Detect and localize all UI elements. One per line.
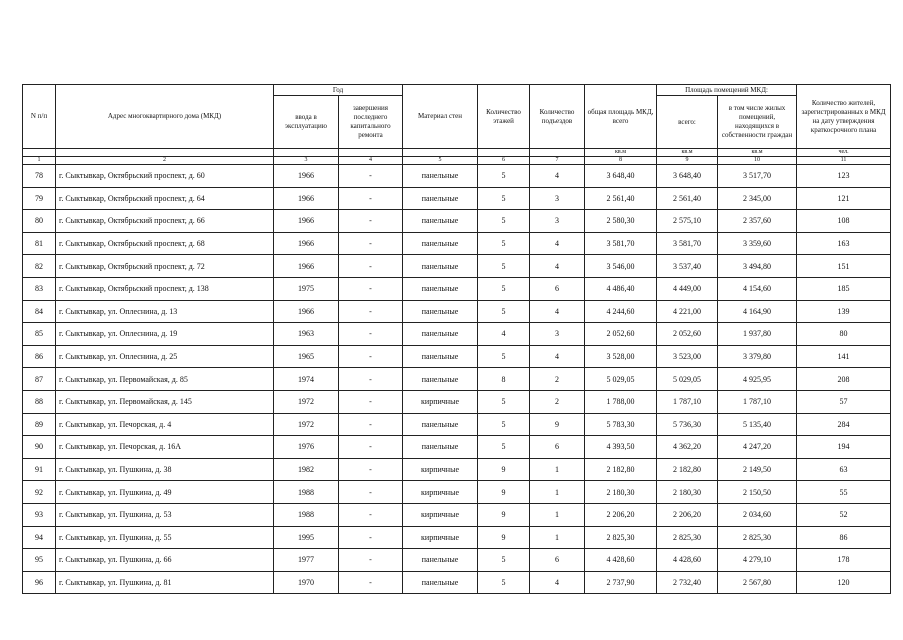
row-wall-material: кирпичные <box>403 503 478 526</box>
table-row <box>23 232 891 255</box>
table-row <box>23 390 891 413</box>
row-premises-citizens: 2 034,60 <box>718 503 797 526</box>
row-entrances: 4 <box>530 571 585 594</box>
row-premises-citizens: 5 135,40 <box>718 413 797 436</box>
row-wall-material: панельные <box>403 345 478 368</box>
row-entrances: 3 <box>530 210 585 233</box>
row-premises-citizens: 4 925,95 <box>718 368 797 391</box>
table-row <box>23 187 891 210</box>
table-row <box>23 503 891 526</box>
row-year-commission: 1995 <box>274 526 339 549</box>
row-total-area: 4 393,50 <box>585 436 657 459</box>
row-address: г. Сыктывкар, ул. Оплеснина, д. 13 <box>56 300 274 323</box>
table-row <box>23 345 891 368</box>
row-premises-citizens: 2 567,80 <box>718 571 797 594</box>
column-number: 10 <box>718 157 797 165</box>
row-premises-total: 5 736,30 <box>657 413 718 436</box>
row-address: г. Сыктывкар, ул. Первомайская, д. 145 <box>56 390 274 413</box>
column-number: 8 <box>585 157 657 165</box>
row-wall-material: кирпичные <box>403 526 478 549</box>
column-number: 4 <box>339 157 403 165</box>
row-year-commission: 1988 <box>274 503 339 526</box>
row-floors: 8 <box>478 368 530 391</box>
header-year-commission: ввода в эксплуатацию <box>274 96 339 149</box>
row-residents: 194 <box>797 436 891 459</box>
header-address: Адрес многоквартирного дома (МКД) <box>56 85 274 149</box>
column-number: 3 <box>274 157 339 165</box>
row-number: 85 <box>23 323 56 346</box>
row-year-repair: - <box>339 368 403 391</box>
row-floors: 5 <box>478 187 530 210</box>
row-year-repair: - <box>339 481 403 504</box>
row-premises-total: 2 561,40 <box>657 187 718 210</box>
row-address: г. Сыктывкар, ул. Печорская, д. 4 <box>56 413 274 436</box>
row-total-area: 2 825,30 <box>585 526 657 549</box>
row-floors: 9 <box>478 503 530 526</box>
row-floors: 9 <box>478 458 530 481</box>
row-residents: 151 <box>797 255 891 278</box>
header-premises-group: Площадь помещений МКД: <box>657 85 797 96</box>
row-total-area: 2 052,60 <box>585 323 657 346</box>
row-premises-citizens: 4 154,60 <box>718 277 797 300</box>
row-premises-citizens: 2 345,00 <box>718 187 797 210</box>
row-premises-citizens: 1 937,80 <box>718 323 797 346</box>
row-premises-citizens: 3 494,80 <box>718 255 797 278</box>
row-premises-citizens: 2 357,60 <box>718 210 797 233</box>
row-total-area: 5 783,30 <box>585 413 657 436</box>
row-residents: 284 <box>797 413 891 436</box>
row-residents: 185 <box>797 277 891 300</box>
row-year-commission: 1966 <box>274 255 339 278</box>
row-total-area: 3 528,00 <box>585 345 657 368</box>
row-number: 80 <box>23 210 56 233</box>
row-total-area: 4 244,60 <box>585 300 657 323</box>
table-row <box>23 571 891 594</box>
table-row <box>23 300 891 323</box>
header-entrances: Количество подъездов <box>530 85 585 149</box>
row-address: г. Сыктывкар, Октябрьский проспект, д. 138 <box>56 277 274 300</box>
header-year-repair: завершения последнего капитального ремонта <box>339 96 403 149</box>
table-row <box>23 255 891 278</box>
row-premises-citizens: 2 825,30 <box>718 526 797 549</box>
row-year-repair: - <box>339 277 403 300</box>
row-premises-total: 4 428,60 <box>657 549 718 572</box>
row-number: 95 <box>23 549 56 572</box>
row-entrances: 4 <box>530 255 585 278</box>
row-floors: 5 <box>478 232 530 255</box>
row-entrances: 2 <box>530 390 585 413</box>
row-wall-material: панельные <box>403 255 478 278</box>
row-wall-material: панельные <box>403 277 478 300</box>
header-wall-material: Материал стен <box>403 85 478 149</box>
row-wall-material: панельные <box>403 368 478 391</box>
row-floors: 9 <box>478 526 530 549</box>
row-wall-material: панельные <box>403 187 478 210</box>
row-wall-material: панельные <box>403 413 478 436</box>
row-total-area: 2 561,40 <box>585 187 657 210</box>
row-address: г. Сыктывкар, ул. Печорская, д. 16А <box>56 436 274 459</box>
row-number: 78 <box>23 165 56 188</box>
row-premises-total: 2 180,30 <box>657 481 718 504</box>
row-entrances: 2 <box>530 368 585 391</box>
table-row <box>23 526 891 549</box>
row-year-commission: 1970 <box>274 571 339 594</box>
row-number: 88 <box>23 390 56 413</box>
row-year-repair: - <box>339 390 403 413</box>
row-premises-total: 1 787,10 <box>657 390 718 413</box>
row-premises-total: 3 581,70 <box>657 232 718 255</box>
row-residents: 120 <box>797 571 891 594</box>
row-address: г. Сыктывкар, ул. Пушкина, д. 38 <box>56 458 274 481</box>
row-premises-total: 3 537,40 <box>657 255 718 278</box>
row-year-repair: - <box>339 210 403 233</box>
row-premises-citizens: 1 787,10 <box>718 390 797 413</box>
table-row <box>23 323 891 346</box>
row-wall-material: кирпичные <box>403 458 478 481</box>
row-year-commission: 1972 <box>274 413 339 436</box>
row-premises-citizens: 4 279,10 <box>718 549 797 572</box>
header-row-1 <box>23 85 891 96</box>
row-address: г. Сыктывкар, ул. Оплеснина, д. 19 <box>56 323 274 346</box>
row-number: 92 <box>23 481 56 504</box>
row-year-commission: 1974 <box>274 368 339 391</box>
row-year-repair: - <box>339 187 403 210</box>
unit-total-area: кв.м <box>585 149 657 157</box>
table-row <box>23 165 891 188</box>
row-premises-citizens: 2 150,50 <box>718 481 797 504</box>
row-wall-material: кирпичные <box>403 481 478 504</box>
row-floors: 5 <box>478 345 530 368</box>
row-year-repair: - <box>339 526 403 549</box>
row-premises-total: 2 732,40 <box>657 571 718 594</box>
row-total-area: 2 182,80 <box>585 458 657 481</box>
row-entrances: 4 <box>530 345 585 368</box>
row-residents: 63 <box>797 458 891 481</box>
row-wall-material: панельные <box>403 232 478 255</box>
row-address: г. Сыктывкар, Октябрьский проспект, д. 72 <box>56 255 274 278</box>
row-address: г. Сыктывкар, ул. Оплеснина, д. 25 <box>56 345 274 368</box>
row-wall-material: панельные <box>403 210 478 233</box>
row-year-repair: - <box>339 549 403 572</box>
housing-table <box>22 84 891 594</box>
row-premises-total: 5 029,05 <box>657 368 718 391</box>
row-number: 90 <box>23 436 56 459</box>
row-premises-citizens: 4 164,90 <box>718 300 797 323</box>
row-year-commission: 1965 <box>274 345 339 368</box>
row-number: 87 <box>23 368 56 391</box>
row-year-commission: 1966 <box>274 210 339 233</box>
row-number: 93 <box>23 503 56 526</box>
row-wall-material: панельные <box>403 323 478 346</box>
table-row <box>23 458 891 481</box>
header-premises-total: всего: <box>657 96 718 149</box>
row-number: 89 <box>23 413 56 436</box>
row-residents: 178 <box>797 549 891 572</box>
row-wall-material: кирпичные <box>403 390 478 413</box>
row-total-area: 2 206,20 <box>585 503 657 526</box>
header-residents: Количество жителей, зарегистрированных в МКД на дату утверждения краткосрочного плана <box>797 85 891 149</box>
row-year-commission: 1975 <box>274 277 339 300</box>
column-number: 6 <box>478 157 530 165</box>
row-number: 86 <box>23 345 56 368</box>
row-number: 82 <box>23 255 56 278</box>
row-floors: 5 <box>478 165 530 188</box>
row-total-area: 3 581,70 <box>585 232 657 255</box>
row-residents: 80 <box>797 323 891 346</box>
row-year-repair: - <box>339 436 403 459</box>
row-premises-citizens: 2 149,50 <box>718 458 797 481</box>
row-year-commission: 1966 <box>274 165 339 188</box>
row-premises-total: 2 575,10 <box>657 210 718 233</box>
row-year-commission: 1963 <box>274 323 339 346</box>
row-total-area: 2 737,90 <box>585 571 657 594</box>
row-premises-citizens: 3 379,80 <box>718 345 797 368</box>
row-total-area: 2 180,30 <box>585 481 657 504</box>
row-year-repair: - <box>339 323 403 346</box>
row-year-repair: - <box>339 300 403 323</box>
row-number: 79 <box>23 187 56 210</box>
row-total-area: 1 788,00 <box>585 390 657 413</box>
row-floors: 5 <box>478 277 530 300</box>
row-number: 94 <box>23 526 56 549</box>
row-total-area: 4 428,60 <box>585 549 657 572</box>
row-residents: 163 <box>797 232 891 255</box>
row-year-commission: 1972 <box>274 390 339 413</box>
row-total-area: 5 029,05 <box>585 368 657 391</box>
row-entrances: 1 <box>530 481 585 504</box>
row-entrances: 4 <box>530 232 585 255</box>
table-row <box>23 277 891 300</box>
row-address: г. Сыктывкар, Октябрьский проспект, д. 68 <box>56 232 274 255</box>
row-year-commission: 1966 <box>274 300 339 323</box>
column-number: 7 <box>530 157 585 165</box>
row-number: 84 <box>23 300 56 323</box>
row-residents: 52 <box>797 503 891 526</box>
row-entrances: 9 <box>530 413 585 436</box>
row-wall-material: панельные <box>403 165 478 188</box>
row-address: г. Сыктывкар, Октябрьский проспект, д. 60 <box>56 165 274 188</box>
row-year-commission: 1966 <box>274 187 339 210</box>
table-body <box>23 165 891 594</box>
row-year-repair: - <box>339 232 403 255</box>
row-entrances: 4 <box>530 165 585 188</box>
row-floors: 5 <box>478 390 530 413</box>
row-entrances: 6 <box>530 436 585 459</box>
row-number: 96 <box>23 571 56 594</box>
row-address: г. Сыктывкар, Октябрьский проспект, д. 66 <box>56 210 274 233</box>
row-address: г. Сыктывкар, ул. Пушкина, д. 49 <box>56 481 274 504</box>
row-address: г. Сыктывкар, ул. Пушкина, д. 53 <box>56 503 274 526</box>
row-premises-total: 2 182,80 <box>657 458 718 481</box>
row-entrances: 4 <box>530 300 585 323</box>
row-entrances: 3 <box>530 323 585 346</box>
unit-residents: чел. <box>797 149 891 157</box>
table-row <box>23 481 891 504</box>
row-total-area: 3 648,40 <box>585 165 657 188</box>
row-premises-citizens: 3 517,70 <box>718 165 797 188</box>
row-year-repair: - <box>339 165 403 188</box>
row-residents: 121 <box>797 187 891 210</box>
row-premises-citizens: 3 359,60 <box>718 232 797 255</box>
row-total-area: 2 580,30 <box>585 210 657 233</box>
header-floors: Количество этажей <box>478 85 530 149</box>
row-address: г. Сыктывкар, ул. Пушкина, д. 81 <box>56 571 274 594</box>
row-premises-total: 2 206,20 <box>657 503 718 526</box>
row-residents: 208 <box>797 368 891 391</box>
row-number: 91 <box>23 458 56 481</box>
table-row <box>23 368 891 391</box>
column-number: 9 <box>657 157 718 165</box>
column-numbers-row <box>23 157 891 165</box>
row-total-area: 3 546,00 <box>585 255 657 278</box>
row-premises-total: 2 825,30 <box>657 526 718 549</box>
row-entrances: 1 <box>530 458 585 481</box>
row-residents: 57 <box>797 390 891 413</box>
row-residents: 123 <box>797 165 891 188</box>
row-residents: 86 <box>797 526 891 549</box>
row-floors: 5 <box>478 210 530 233</box>
row-residents: 108 <box>797 210 891 233</box>
row-wall-material: панельные <box>403 549 478 572</box>
row-floors: 5 <box>478 571 530 594</box>
row-premises-total: 4 449,00 <box>657 277 718 300</box>
row-year-repair: - <box>339 458 403 481</box>
table-row <box>23 413 891 436</box>
column-number: 11 <box>797 157 891 165</box>
row-entrances: 6 <box>530 277 585 300</box>
row-address: г. Сыктывкар, ул. Пушкина, д. 66 <box>56 549 274 572</box>
table-row <box>23 549 891 572</box>
row-year-repair: - <box>339 503 403 526</box>
row-wall-material: панельные <box>403 300 478 323</box>
row-wall-material: панельные <box>403 571 478 594</box>
row-residents: 139 <box>797 300 891 323</box>
header-premises-citizens: в том числе жилых помещений, находящихся в собственности граждан <box>718 96 797 149</box>
row-floors: 9 <box>478 481 530 504</box>
row-address: г. Сыктывкар, Октябрьский проспект, д. 64 <box>56 187 274 210</box>
column-number: 5 <box>403 157 478 165</box>
units-row <box>23 149 891 157</box>
row-entrances: 1 <box>530 526 585 549</box>
unit-premises-total: кв.м <box>657 149 718 157</box>
row-year-repair: - <box>339 255 403 278</box>
row-premises-total: 4 221,00 <box>657 300 718 323</box>
header-n: N п/п <box>23 85 56 149</box>
column-number: 1 <box>23 157 56 165</box>
column-number: 2 <box>56 157 274 165</box>
row-premises-total: 3 648,40 <box>657 165 718 188</box>
row-premises-total: 3 523,00 <box>657 345 718 368</box>
row-number: 83 <box>23 277 56 300</box>
row-number: 81 <box>23 232 56 255</box>
header-year-group: Год <box>274 85 403 96</box>
row-total-area: 4 486,40 <box>585 277 657 300</box>
row-year-commission: 1988 <box>274 481 339 504</box>
row-floors: 4 <box>478 323 530 346</box>
row-year-commission: 1966 <box>274 232 339 255</box>
row-year-repair: - <box>339 413 403 436</box>
row-residents: 55 <box>797 481 891 504</box>
table-row <box>23 436 891 459</box>
row-year-repair: - <box>339 571 403 594</box>
row-wall-material: панельные <box>403 436 478 459</box>
row-year-commission: 1977 <box>274 549 339 572</box>
row-residents: 141 <box>797 345 891 368</box>
unit-premises-citizens: кв.м <box>718 149 797 157</box>
row-year-commission: 1982 <box>274 458 339 481</box>
row-entrances: 3 <box>530 187 585 210</box>
row-entrances: 1 <box>530 503 585 526</box>
row-address: г. Сыктывкар, ул. Первомайская, д. 85 <box>56 368 274 391</box>
row-entrances: 6 <box>530 549 585 572</box>
row-floors: 5 <box>478 549 530 572</box>
row-premises-total: 4 362,20 <box>657 436 718 459</box>
row-floors: 5 <box>478 413 530 436</box>
row-floors: 5 <box>478 255 530 278</box>
row-floors: 5 <box>478 436 530 459</box>
row-year-repair: - <box>339 345 403 368</box>
table-row <box>23 210 891 233</box>
row-premises-total: 2 052,60 <box>657 323 718 346</box>
header-total-area: общая площадь МКД, всего <box>585 85 657 149</box>
row-floors: 5 <box>478 300 530 323</box>
row-premises-citizens: 4 247,20 <box>718 436 797 459</box>
row-address: г. Сыктывкар, ул. Пушкина, д. 55 <box>56 526 274 549</box>
row-year-commission: 1976 <box>274 436 339 459</box>
